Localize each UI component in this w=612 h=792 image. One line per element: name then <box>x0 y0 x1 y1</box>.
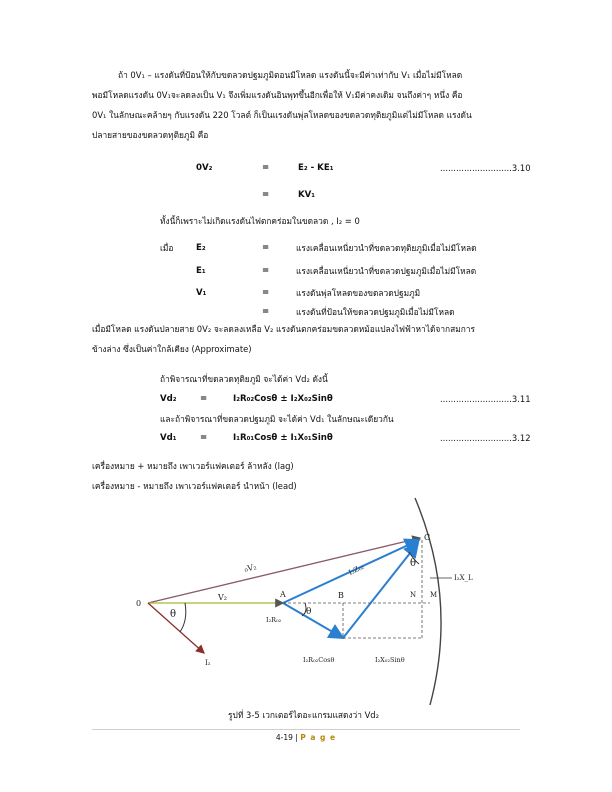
paragraph-line: พอมีโหลดแรงดัน 0V₁จะลดลงเป็น V₁ จึงเพิ่มแรงดันอินพุทขึ้นอีกเพื่อให้ V₁มีค่าคงเดิม จนถึงค่าๆ หนึ่ง คือ <box>92 90 463 100</box>
equation-number: ...........................3.10 <box>440 163 531 173</box>
vector-ab <box>283 603 343 638</box>
sign-note: เครื่องหมาย - หมายถึง เพาเวอร์แฟคเตอร์ นำหน้า (lead) <box>92 481 297 491</box>
page-footer <box>0 733 612 742</box>
point-a-label: A <box>280 590 286 599</box>
point-o-label: 0 <box>136 599 142 608</box>
definition-symbol: E₁ <box>196 266 206 276</box>
theta-label: θ <box>410 558 417 569</box>
figure-caption: รูปที่ 3-5 เวกเตอร์ไดอะแกรมแสดงว่า Vd₂ <box>228 710 379 720</box>
definition-desc: แรงเคลื่อนเหนี่ยวนำที่ขดลวดทุติยภูมิเมื่อไม่มีโหลด <box>296 243 477 253</box>
definition-desc: แรงดันที่ป้อนให้ขดลวดปฐมภูมิเมื่อไม่มีโหลด <box>296 307 455 317</box>
theta-label: θ <box>170 609 177 620</box>
equation-rhs: KV₁ <box>298 190 316 200</box>
equation-rhs: E₂ - KE₁ <box>298 163 334 173</box>
definition-term: เมื่อ <box>160 243 174 253</box>
point-m-label: M <box>430 591 438 599</box>
theta-label: θ <box>306 607 312 617</box>
vector-i2-label: I₂ <box>205 659 211 667</box>
definition-equals: = <box>262 243 270 253</box>
page-word: P a g e <box>300 733 337 742</box>
equation-equals: = <box>200 433 208 443</box>
definition-equals: = <box>262 266 270 276</box>
equation-equals: = <box>262 163 270 173</box>
point-b-label: B <box>338 591 344 600</box>
point-n-label: N <box>410 591 417 599</box>
equation-equals: = <box>262 190 270 200</box>
equation-lhs: Vd₂ <box>160 394 177 404</box>
paragraph-line: ถ้า 0V₁ – แรงดันที่ป้อนให้กับขดลวดปฐมภูมิตอนมีโหลด แรงดันนี้จะมีค่าเท่ากับ V₁ เมื่อไม่มีโหลด <box>118 70 463 80</box>
definition-symbol: V₁ <box>196 288 207 298</box>
paragraph-line: และถ้าพิจารณาที่ขดลวดปฐมภูมิ จะได้ค่า Vd₁ ในลักษณะเดียวกัน <box>160 414 394 424</box>
vector-ab-label: I₂R₀₂ <box>266 616 282 624</box>
equation-lhs: 0V₂ <box>196 163 213 173</box>
vector-oc-label: ₀V₂ <box>243 562 258 574</box>
definition-desc: แรงเคลื่อนเหนี่ยวนำที่ขดลวดปฐมภูมิเมื่อไม่มีโหลด <box>296 266 477 276</box>
point-c-label: C <box>424 533 431 542</box>
footer-separator: | <box>295 733 298 742</box>
sin-label: I₂X₀₂Sinθ <box>375 656 405 664</box>
equation-number: ...........................3.12 <box>440 433 531 443</box>
footer-divider <box>92 729 520 730</box>
equation-lhs: Vd₁ <box>160 433 177 443</box>
ixl-label: I₂X_L <box>454 574 473 582</box>
paragraph-line: 0V₁ ในลักษณะคล้ายๆ กับแรงดัน 220 โวลต์ ก็เป็นแรงดันพุ่ลโหลดของขดลวดทุติยภูมิแต่ไม่มีโหลด แรงดัน <box>92 110 472 120</box>
arc-curve <box>415 498 441 705</box>
cos-label: I₂R₀₂Cosθ <box>303 656 335 664</box>
paragraph-line: ปลายสายของขดลวดทุติยภูมิ คือ <box>92 130 209 140</box>
equation-rhs: I₁R₀₁Cosθ ± I₁X₀₁Sinθ <box>233 433 333 443</box>
paragraph-line: เมื่อมีโหลด แรงดันปลายสาย 0V₂ จะลดลงเหลือ V₂ แรงดันตกคร่อมขดลวดหม้อแปลงไฟฟ้าหาได้จากสมการ <box>92 324 475 334</box>
paragraph-line: ถ้าพิจารณาที่ขดลวดทุติยภูมิ จะได้ค่า Vd₂ ดังนี้ <box>160 374 328 384</box>
equation-number: ...........................3.11 <box>440 394 531 404</box>
paragraph-line: ข้างล่าง ซึ่งเป็นค่าใกล้เคียง (Approximate) <box>92 344 252 354</box>
definition-symbol: E₂ <box>196 243 206 253</box>
equation-equals: = <box>200 394 208 404</box>
definition-equals: = <box>262 307 270 317</box>
vector-oa-label: V₂ <box>218 593 227 602</box>
vector-ac-label: I₂Z₀₂ <box>347 562 366 577</box>
definition-desc: แรงดันพุ่ลโหลดของขดลวดปฐมภูมิ <box>296 288 421 298</box>
note-line: ทั้งนี้ก็เพราะไม่เกิดแรงดันไฟตกคร่อมในขดลวด , I₂ = 0 <box>160 216 360 226</box>
page-number: 4-19 <box>275 733 293 742</box>
equation-rhs: I₂R₀₂Cosθ ± I₂X₀₂Sinθ <box>233 394 333 404</box>
definition-equals: = <box>262 288 270 298</box>
sign-note: เครื่องหมาย + หมายถึง เพาเวอร์แฟคเตอร์ ล้าหลัง (lag) <box>92 461 294 471</box>
